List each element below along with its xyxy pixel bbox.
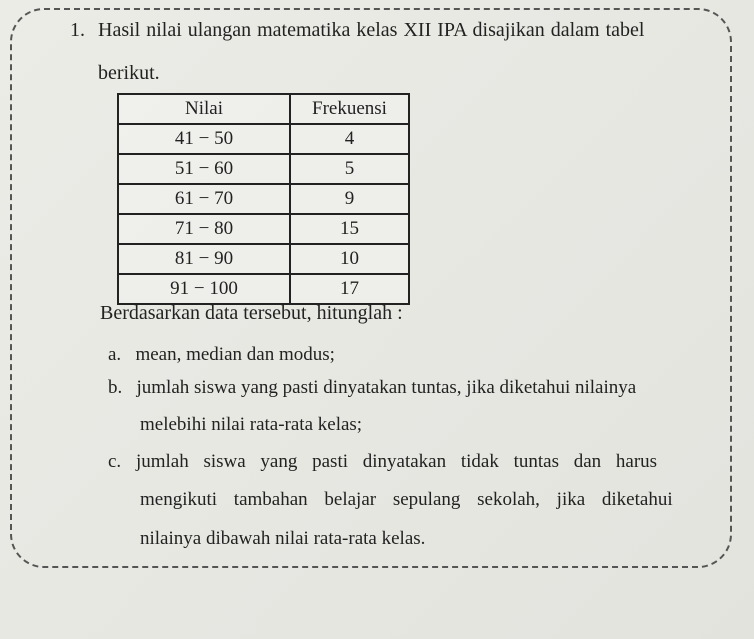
- score-frequency-table: [117, 93, 410, 305]
- item-c-line-1: jumlah siswa yang pasti dinyatakan tidak tuntas dan harus: [135, 451, 658, 472]
- problem-intro-line-1: Hasil nilai ulangan matematika kelas XII IPA disajikan dalam tabel: [98, 19, 645, 41]
- problem-intro-line-2: berikut.: [98, 62, 160, 84]
- item-c: [108, 451, 657, 473]
- cell-frekuensi: 4: [290, 124, 409, 154]
- cell-nilai: 81 − 90: [118, 244, 290, 274]
- item-b-line-2: melebihi nilai rata-rata kelas;: [140, 414, 363, 435]
- table-row: [118, 124, 409, 154]
- cell-frekuensi: 10: [290, 244, 409, 274]
- item-b-marker: b.: [108, 377, 123, 398]
- instruction-text: Berdasarkan data tersebut, hitunglah :: [100, 302, 403, 324]
- cell-frekuensi: 9: [290, 184, 409, 214]
- item-c-line-2: mengikuti tambahan belajar sepulang sekolah, jika diketahui: [140, 489, 673, 510]
- header-nilai: Nilai: [118, 94, 290, 124]
- cell-nilai: 71 − 80: [118, 214, 290, 244]
- problem-number: 1.: [70, 19, 85, 41]
- item-b: [108, 377, 636, 399]
- table-row: [118, 214, 409, 244]
- item-c-marker: c.: [108, 451, 122, 472]
- table-row: [118, 184, 409, 214]
- table-row: [118, 154, 409, 184]
- item-b-line-1: jumlah siswa yang pasti dinyatakan tuntas, jika diketahui nilainya: [136, 377, 637, 398]
- item-a: [108, 344, 335, 366]
- item-a-marker: a.: [108, 344, 122, 365]
- header-frekuensi: Frekuensi: [290, 94, 409, 124]
- cell-nilai: 51 − 60: [118, 154, 290, 184]
- cell-nilai: 91 − 100: [118, 274, 290, 304]
- cell-frekuensi: 15: [290, 214, 409, 244]
- cell-nilai: 41 − 50: [118, 124, 290, 154]
- cell-frekuensi: 17: [290, 274, 409, 304]
- cell-nilai: 61 − 70: [118, 184, 290, 214]
- table-row: [118, 244, 409, 274]
- item-c-line-3: nilainya dibawah nilai rata-rata kelas.: [140, 528, 426, 549]
- item-a-text: mean, median dan modus;: [135, 344, 335, 365]
- cell-frekuensi: 5: [290, 154, 409, 184]
- table-header-row: [118, 94, 409, 124]
- table-row: [118, 274, 409, 304]
